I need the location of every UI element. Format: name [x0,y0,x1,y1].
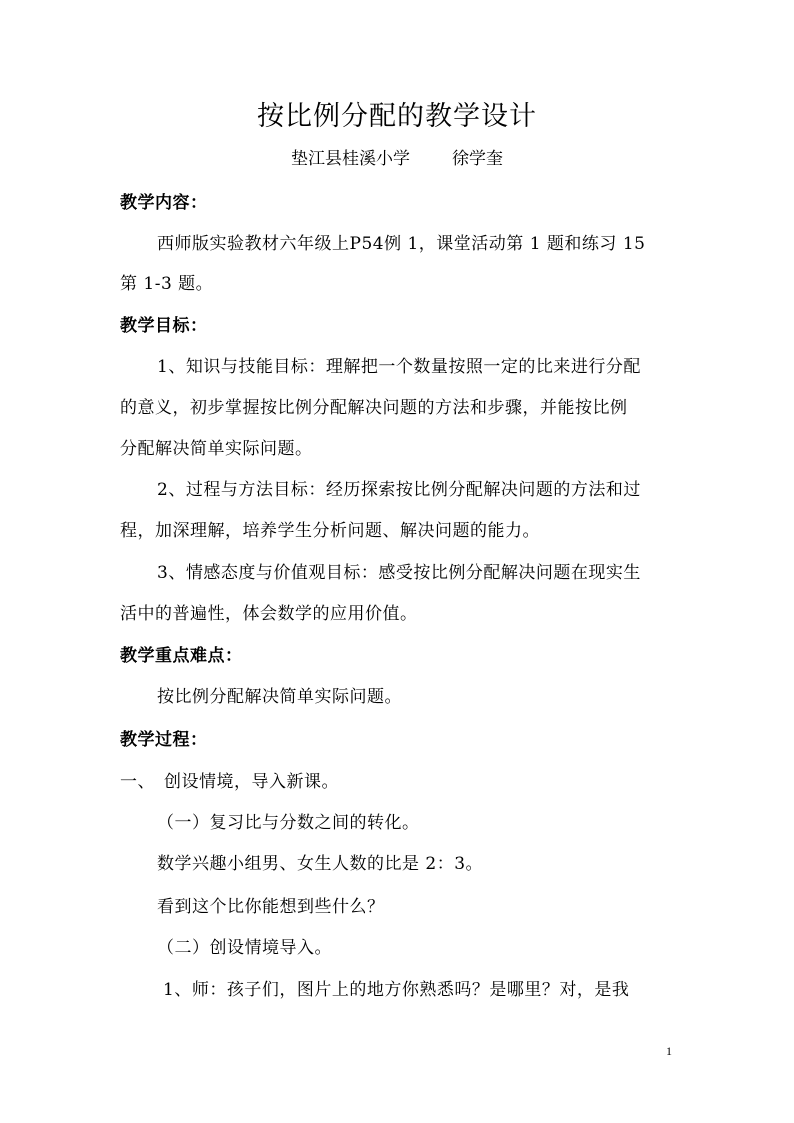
goal-3-line-2: 活中的普遍性，体会数学的应用价值。 [120,604,418,624]
author-name: 徐学奎 [452,149,503,169]
process-heading: 教学过程： [120,730,208,750]
goal-2-line-2: 程，加深理解，培养学生分析问题、解决问题的能力。 [120,521,540,541]
content-heading: 教学内容： [120,193,208,213]
process-sub-1-line-1: 数学兴趣小组男、女生人数的比是 2：3。 [157,854,484,874]
goals-heading: 教学目标： [120,316,208,336]
process-sub-1-line-2: 看到这个比你能想到些什么？ [157,897,385,917]
key-points-heading: 教学重点难点： [120,646,243,666]
goal-1-line-2: 的意义，初步掌握按比例分配解决问题的方法和步骤，并能按比例 [120,398,628,418]
author-byline [0,148,794,170]
process-sub-1: （一）复习比与分数之间的转化。 [157,813,420,833]
process-step-1: 一、 创设情境，导入新课。 [120,772,339,792]
goal-3-line-1: 3、情感态度与价值观目标：感受按比例分配解决问题在现实生 [157,563,641,583]
content-line-2: 第 1-3 题。 [120,274,214,294]
goal-1-line-3: 分配解决简单实际问题。 [120,439,313,459]
key-points-line-1: 按比例分配解决简单实际问题。 [157,687,402,707]
process-sub-2-line-1: 1、师：孩子们，图片上的地方你熟悉吗？是哪里？对，是我 [163,980,630,1000]
content-line-1: 西师版实验教材六年级上P54例 1，课堂活动第 1 题和练习 15 [157,234,646,254]
document-title: 按比例分配的教学设计 [257,101,537,132]
goal-2-line-1: 2、过程与方法目标：经历探索按比例分配解决问题的方法和过 [157,480,641,500]
process-sub-2: （二）创设情境导入。 [157,938,332,958]
author-school: 垫江县桂溪小学 [291,149,410,169]
page-number: 1 [666,1044,672,1058]
goal-1-line-1: 1、知识与技能目标：理解把一个数量按照一定的比来进行分配 [157,357,641,377]
